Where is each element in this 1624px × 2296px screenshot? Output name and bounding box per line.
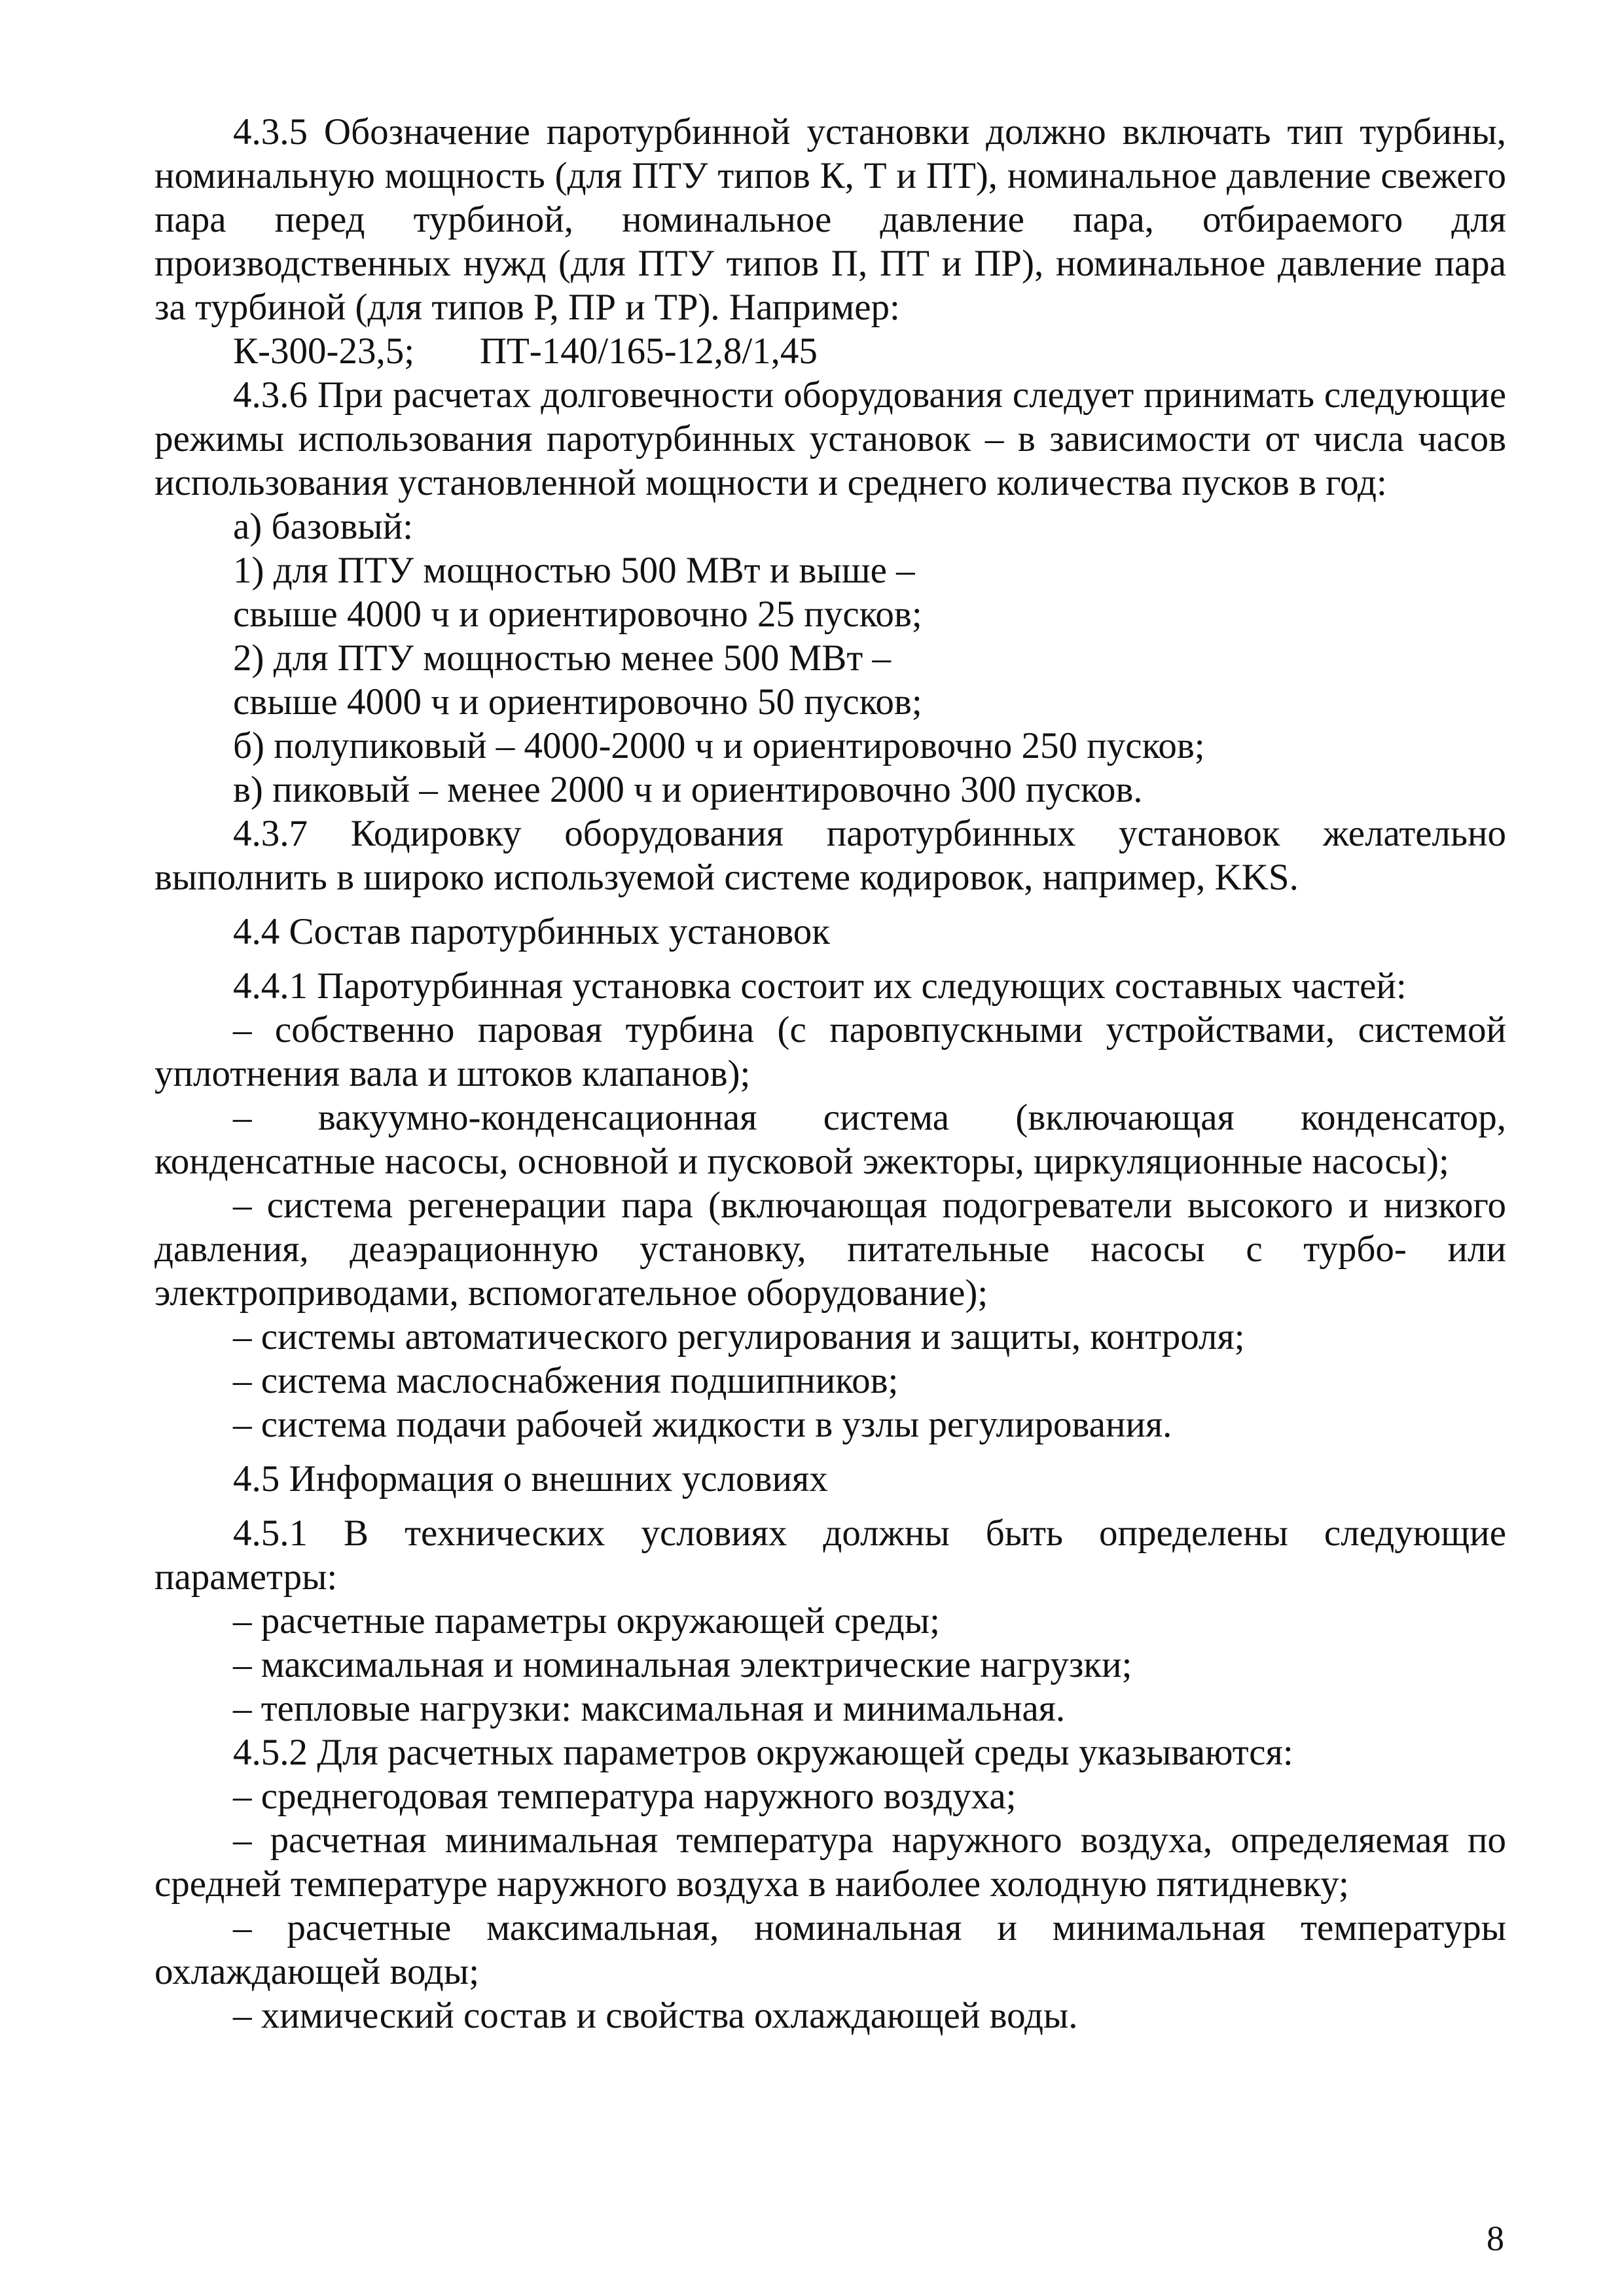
mode-peak: в) пиковый – менее 2000 ч и ориентировочно 300 пусков. xyxy=(233,769,1143,810)
list-item-thermal-loads: – тепловые нагрузки: максимальная и минимальная. xyxy=(233,1688,1066,1729)
list-item-average-temperature: – среднегодовая температура наружного воздуха; xyxy=(233,1776,1017,1817)
list-item-turbine: – собственно паровая турбина (с паровпускными устройствами, системой уплотнения вала и штоков клапанов); xyxy=(154,1009,1506,1094)
list-item-minimum-temperature: – расчетная минимальная температура наружного воздуха, определяемая по средней температуре наружного воздуха в наиболее холодную пятидневку; xyxy=(154,1820,1506,1905)
paragraph-4-5-2: 4.5.2 Для расчетных параметров окружающей среды указываются: xyxy=(233,1732,1293,1773)
paragraph-4-4-1: 4.4.1 Паротурбинная установка состоит их следующих составных частей: xyxy=(233,965,1407,1007)
list-item-electrical-loads: – максимальная и номинальная электрические нагрузки; xyxy=(233,1644,1132,1685)
list-item-fluid-supply: – система подачи рабочей жидкости в узлы регулирования. xyxy=(233,1404,1172,1445)
list-item-oil-system: – система маслоснабжения подшипников; xyxy=(233,1360,899,1401)
designation-example: К-300-23,5; ПТ-140/165-12,8/1,45 xyxy=(233,331,818,372)
section-heading-4-4: 4.4 Состав паротурбинных установок xyxy=(233,911,830,952)
list-item-regeneration-system: – система регенерации пара (включающая подогреватели высокого и низкого давления, деаэрационную установку, питательные насосы с турбо- или электроприводами, вспомогательное оборудование); xyxy=(154,1185,1506,1314)
mode-base: а) базовый: xyxy=(233,506,414,547)
paragraph-4-5-1: 4.5.1 В технических условиях должны быть определены следующие параметры: xyxy=(154,1513,1506,1598)
list-item-cooling-water-chemistry: – химический состав и свойства охлаждающей воды. xyxy=(233,1995,1078,2036)
section-heading-4-5: 4.5 Информация о внешних условиях xyxy=(233,1458,828,1499)
list-item-environment-params: – расчетные параметры окружающей среды; xyxy=(233,1600,940,1641)
mode-base-item-1: 1) для ПТУ мощностью 500 МВт и выше – xyxy=(233,550,915,591)
mode-semi-peak: б) полупиковый – 4000-2000 ч и ориентировочно 250 пусков; xyxy=(233,725,1205,766)
list-item-control-systems: – системы автоматического регулирования и защиты, контроля; xyxy=(233,1316,1245,1357)
mode-base-item-2: 2) для ПТУ мощностью менее 500 МВт – xyxy=(233,637,891,679)
page-number: 8 xyxy=(1487,2219,1504,2258)
paragraph-4-3-6: 4.3.6 При расчетах долговечности оборудования следует принимать следующие режимы использования паротурбинных установок – в зависимости от числа часов использования установленной мощности и среднего количества пусков в год: xyxy=(154,374,1506,503)
mode-base-item-1-detail: свыше 4000 ч и ориентировочно 25 пусков; xyxy=(233,594,922,635)
list-item-cooling-water-temperatures: – расчетные максимальная, номинальная и минимальная температуры охлаждающей воды; xyxy=(154,1907,1506,1992)
list-item-vacuum-system: – вакуумно-конденсационная система (включающая конденсатор, конденсатные насосы, основной и пусковой эжекторы, циркуляционные насосы); xyxy=(154,1097,1506,1182)
paragraph-4-3-5: 4.3.5 Обозначение паротурбинной установки должно включать тип турбины, номинальную мощность (для ПТУ типов К, Т и ПТ), номинальное давление свежего пара перед турбиной, номинальное давление пара, отбираемого для производственных нужд (для ПТУ типов П, ПТ и ПР), номинальное давление пара за турбиной (для типов Р, ПР и ТР). Например: xyxy=(154,111,1506,328)
paragraph-4-3-7: 4.3.7 Кодировку оборудования паротурбинных установок желательно выполнить в широко используемой системе кодировок, например, KKS. xyxy=(154,813,1506,898)
mode-base-item-2-detail: свыше 4000 ч и ориентировочно 50 пусков; xyxy=(233,681,922,723)
document-body xyxy=(154,110,1506,2037)
